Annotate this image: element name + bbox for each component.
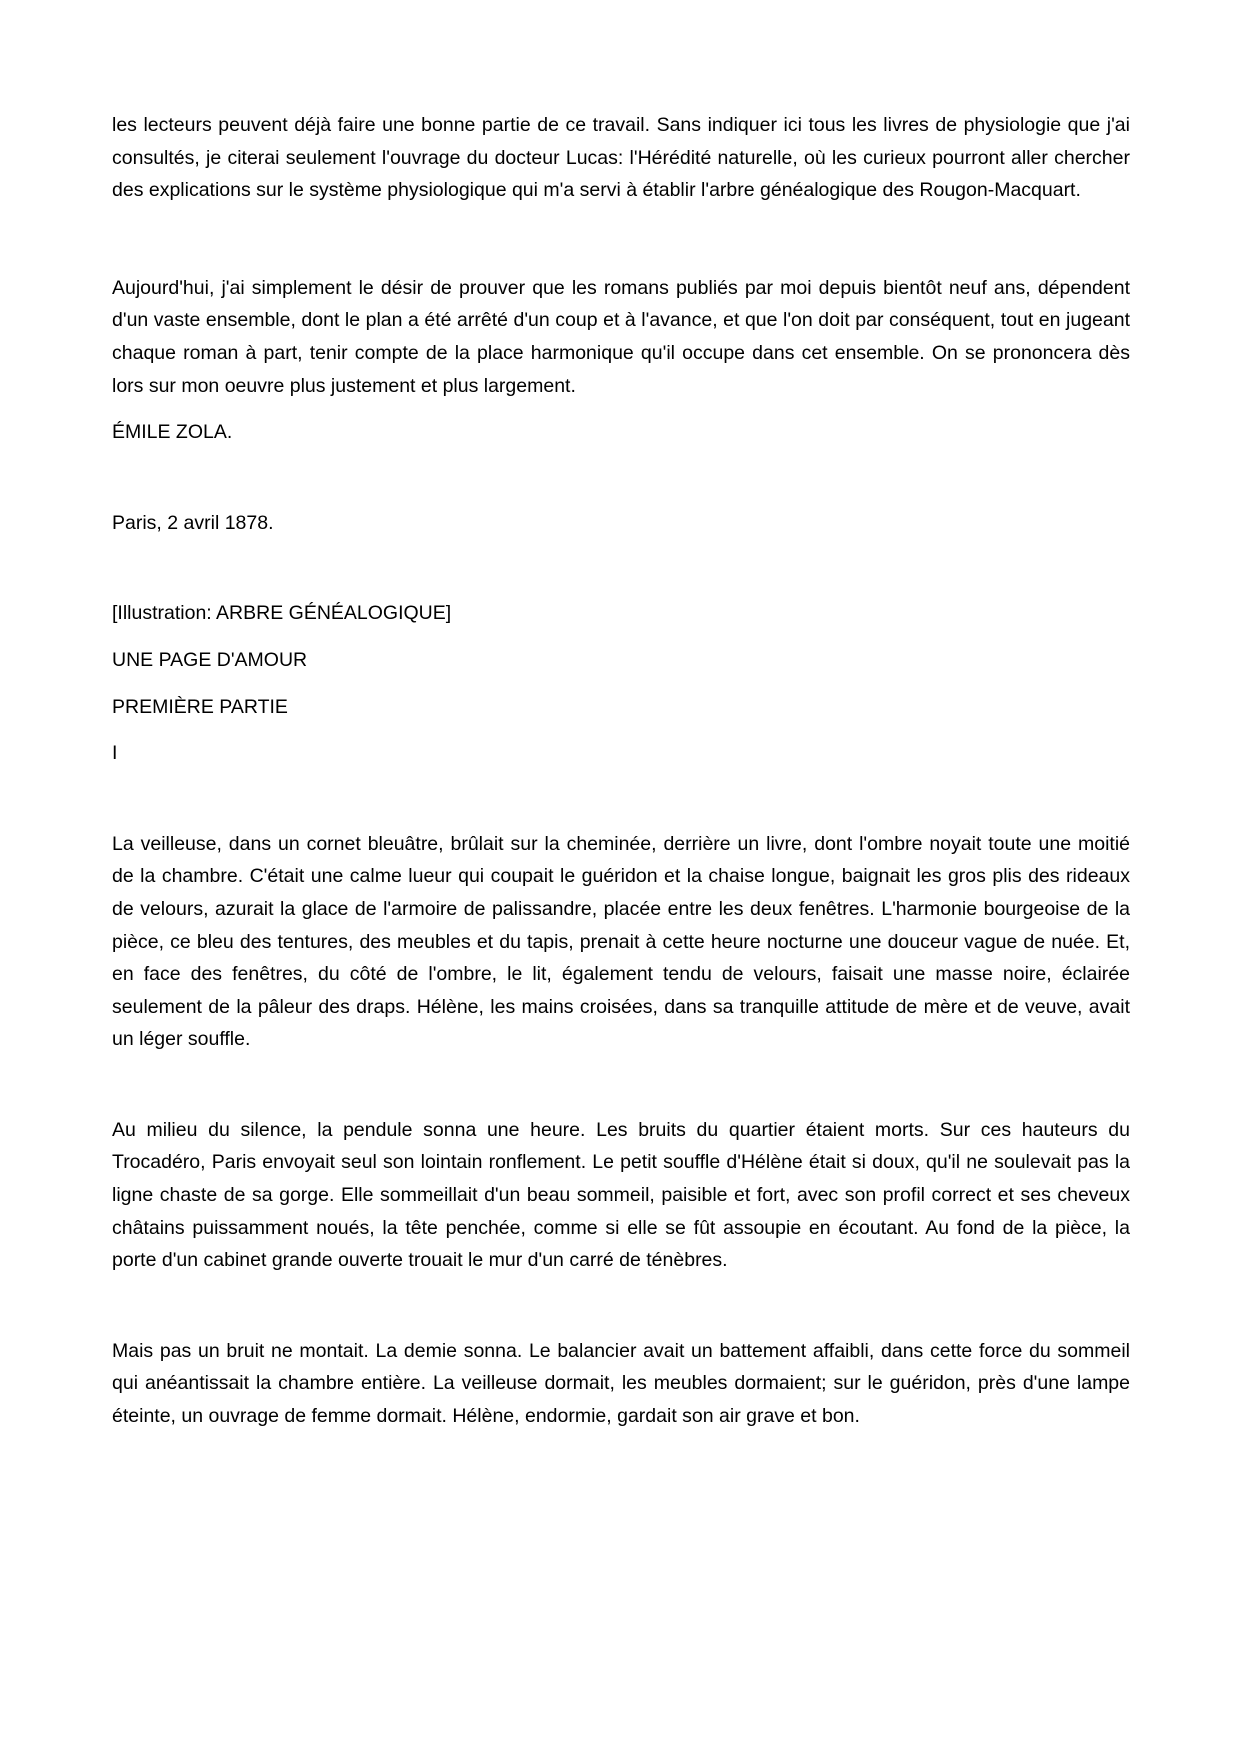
chapter-number: I [112,742,118,765]
paragraph-silence: Au milieu du silence, la pendule sonna une heure. Les bruits du quartier étaient morts. Sur ces hauteurs du Trocadéro, Paris envoyait seul son lointain ronflement. Le petit souffle d'Hélène était si doux, qu'il ne soulevait pas la ligne chaste de sa gorge. Elle sommeillait d'un beau sommeil, paisible et fort, avec son profil correct et ses cheveux châtains puissamment noués, la tête penchée, comme si elle se fût assoupie en écoutant. Au fond de la pièce, la porte d'un cabinet grande ouverte trouait le mur d'un carré de ténèbres. [112,1118,1130,1272]
paragraph-project: Aujourd'hui, j'ai simplement le désir de prouver que les romans publiés par moi depuis bientôt neuf ans, dépendent d'un vaste ensemble, dont le plan a été arrêté d'un coup et à l'avance, et que l'on doit par conséquent, tout en jugeant chaque roman à part, tenir compte de la place harmonique qu'il occupe dans cet ensemble. On se prononcera dès lors sur mon oeuvre plus justement et plus largement. [112,276,1130,397]
paragraph-sommeil: Mais pas un bruit ne montait. La demie sonna. Le balancier avait un battement affaibli, dans cette force du sommeil qui anéantissait la chambre entière. La veilleuse dormait, les meubles dormaient; sur le guéridon, près d'une lampe éteinte, un ouvrage de femme dormait. Hélène, endormie, gardait son air grave et bon. [112,1339,1130,1428]
illustration-caption: [Illustration: ARBRE GÉNÉALOGIQUE] [112,602,452,625]
paragraph-heredity: les lecteurs peuvent déjà faire une bonne partie de ce travail. Sans indiquer ici tous les livres de physiologie que j'ai consultés, je citerai seulement l'ouvrage du docteur Lucas: l'Hérédité naturelle, où les curieux pourront aller chercher des explications sur le système physiologique qui m'a servi à établir l'arbre généalogique des Rougon-Macquart. [112,114,1130,202]
signature-author: ÉMILE ZOLA. [112,421,233,444]
part-title: PREMIÈRE PARTIE [112,695,288,718]
document-page [112,109,1130,1433]
book-title: UNE PAGE D'AMOUR [112,648,308,671]
date-line: Paris, 2 avril 1878. [112,511,274,534]
paragraph-veilleuse: La veilleuse, dans un cornet bleuâtre, brûlait sur la cheminée, derrière un livre, dont l'ombre noyait toute une moitié de la chambre. C'était une calme lueur qui coupait le guéridon et la chaise longue, baignait les gros plis des rideaux de velours, azurait la glace de l'armoire de palissandre, placée entre les deux fenêtres. L'harmonie bourgeoise de la pièce, ce bleu des tentures, des meubles et du tapis, prenait à cette heure nocturne une douceur vague de nuée. Et, en face des fenêtres, du côté de l'ombre, le lit, également tendu de velours, faisait une masse noire, éclairée seulement de la pâleur des draps. Hélène, les mains croisées, dans sa tranquille attitude de mère et de veuve, avait un léger souffle. [112,832,1130,1051]
